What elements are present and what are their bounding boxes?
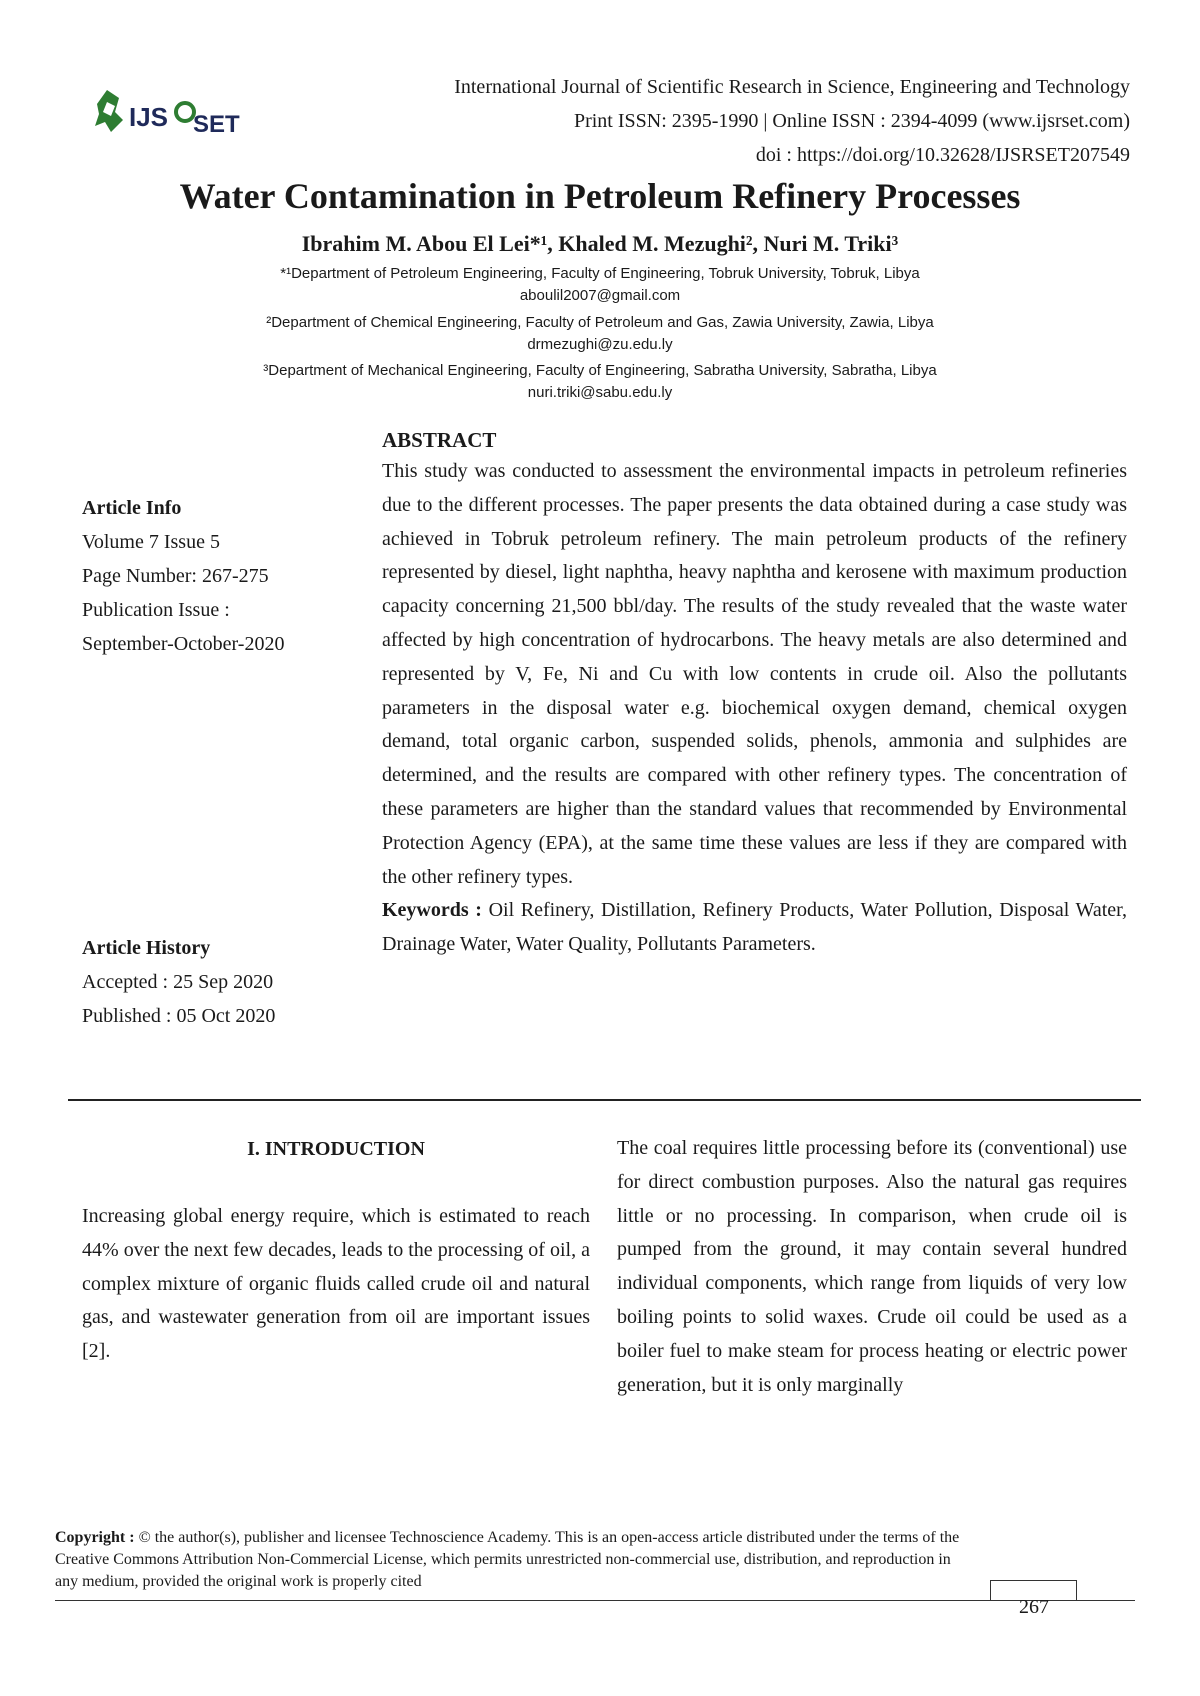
abstract-heading: ABSTRACT — [382, 428, 497, 452]
affiliation-2: ²Department of Chemical Engineering, Faculty of Petroleum and Gas, Zawia University, Zawia, Libya — [266, 314, 934, 331]
affiliation-1-email[interactable]: aboulil2007@gmail.com — [519, 287, 681, 304]
affiliation-3: ³Department of Mechanical Engineering, Faculty of Engineering, Sabratha University, Sabratha, Libya — [263, 362, 937, 379]
journal-name: International Journal of Scientific Research in Science, Engineering and Technology — [454, 76, 1130, 98]
abstract-body — [382, 455, 1127, 962]
page-number: 267 — [1019, 1596, 1049, 1618]
introduction-right-column: The coal requires little processing before its (conventional) use for direct combustion purposes. Also the natural gas requires little or no processing. In comparison, when crude oil is pumped from the ground, it may contain several hundred individual components, which range from liquids of very low boiling points to solid waxes. Crude oil could be used as a boiler fuel to make steam for process heating or electric power generation, but it is only marginally — [617, 1137, 1127, 1396]
introduction-heading: I. INTRODUCTION — [247, 1138, 425, 1160]
article-info-heading: Article Info — [82, 497, 182, 519]
footer-rule — [55, 1600, 1135, 1601]
article-history-heading: Article History — [82, 937, 211, 959]
section-divider — [68, 1099, 1141, 1101]
journal-logo — [93, 86, 253, 146]
affiliation-2-email[interactable]: drmezughi@zu.edu.ly — [527, 336, 673, 353]
publication-issue-label: Publication Issue : — [82, 599, 230, 621]
paper-title: Water Contamination in Petroleum Refinery Processes — [179, 176, 1021, 216]
copyright-label: Copyright : — [55, 1529, 135, 1546]
copyright-symbol-icon: © — [138, 1529, 151, 1546]
doi-line[interactable]: doi : https://doi.org/10.32628/IJSRSET207549 — [755, 144, 1130, 166]
abstract-text: This study was conducted to assessment the environmental impacts in petroleum refineries due to the different processes. The paper presents the data obtained during a case study was achieved in Tobruk petroleum refinery. The main petroleum products of the refinery represented by diesel, light naphtha, heavy naphtha and kerosene with maximum production capacity concerning 21,500 bbl/day. The results of the study revealed that the waste water affected by high concentration of hydrocarbons. The heavy metals are also determined and represented by V, Fe, Ni and Cu with low contents in crude oil. Also the pollutants parameters in the disposal water e.g. biochemical oxygen demand, chemical oxygen demand, total organic carbon, suspended solids, phenols, ammonia and sulphides are determined, and the results are compared with other refinery types. The concentration of these parameters are higher than the standard values that recommended by Environmental Protection Agency (EPA), at the same time these values are less if they are compared with the other refinery types. — [382, 460, 1127, 888]
affiliation-3-email[interactable]: nuri.triki@sabu.edu.ly — [527, 384, 673, 401]
published-date: Published : 05 Oct 2020 — [82, 1005, 276, 1027]
affiliation-1: *¹Department of Petroleum Engineering, Faculty of Engineering, Tobruk University, Tobruk, Libya — [280, 265, 920, 282]
issn-line: Print ISSN: 2395-1990 | Online ISSN : 2394-4099 (www.ijsrset.com) — [573, 110, 1130, 132]
svg-text:IJS: IJS — [129, 102, 169, 132]
keywords-list: Oil Refinery, Distillation, Refinery Products, Water Pollution, Disposal Water, Drainage Water, Water Quality, Pollutants Parameters. — [382, 899, 1127, 956]
page-number-range: Page Number: 267-275 — [82, 565, 269, 587]
author-list: Ibrahim M. Abou El Lei*¹, Khaled M. Mezughi², Nuri M. Triki³ — [301, 231, 899, 256]
copyright-text: the author(s), publisher and licensee Technoscience Academy. This is an open-access article distributed under the terms of the Creative Commons Attribution Non-Commercial License, which permits unrestricted non-commercial use, distribution, and reproduction in any medium, provided the original work is properly cited — [55, 1529, 960, 1590]
introduction-left-column: Increasing global energy require, which is estimated to reach 44% over the next few decades, leads to the processing of oil, a complex mixture of organic fluids called crude oil and natural gas, and wastewater generation from oil are important issues [2]. — [82, 1205, 590, 1363]
copyright-notice — [55, 1527, 975, 1593]
accepted-date: Accepted : 25 Sep 2020 — [82, 971, 274, 993]
keywords-label: Keywords : — [382, 899, 482, 922]
publication-issue: September-October-2020 — [82, 633, 285, 655]
volume-issue: Volume 7 Issue 5 — [82, 531, 220, 553]
svg-text:SET: SET — [193, 111, 240, 138]
ijsrset-logo-icon — [93, 86, 253, 146]
